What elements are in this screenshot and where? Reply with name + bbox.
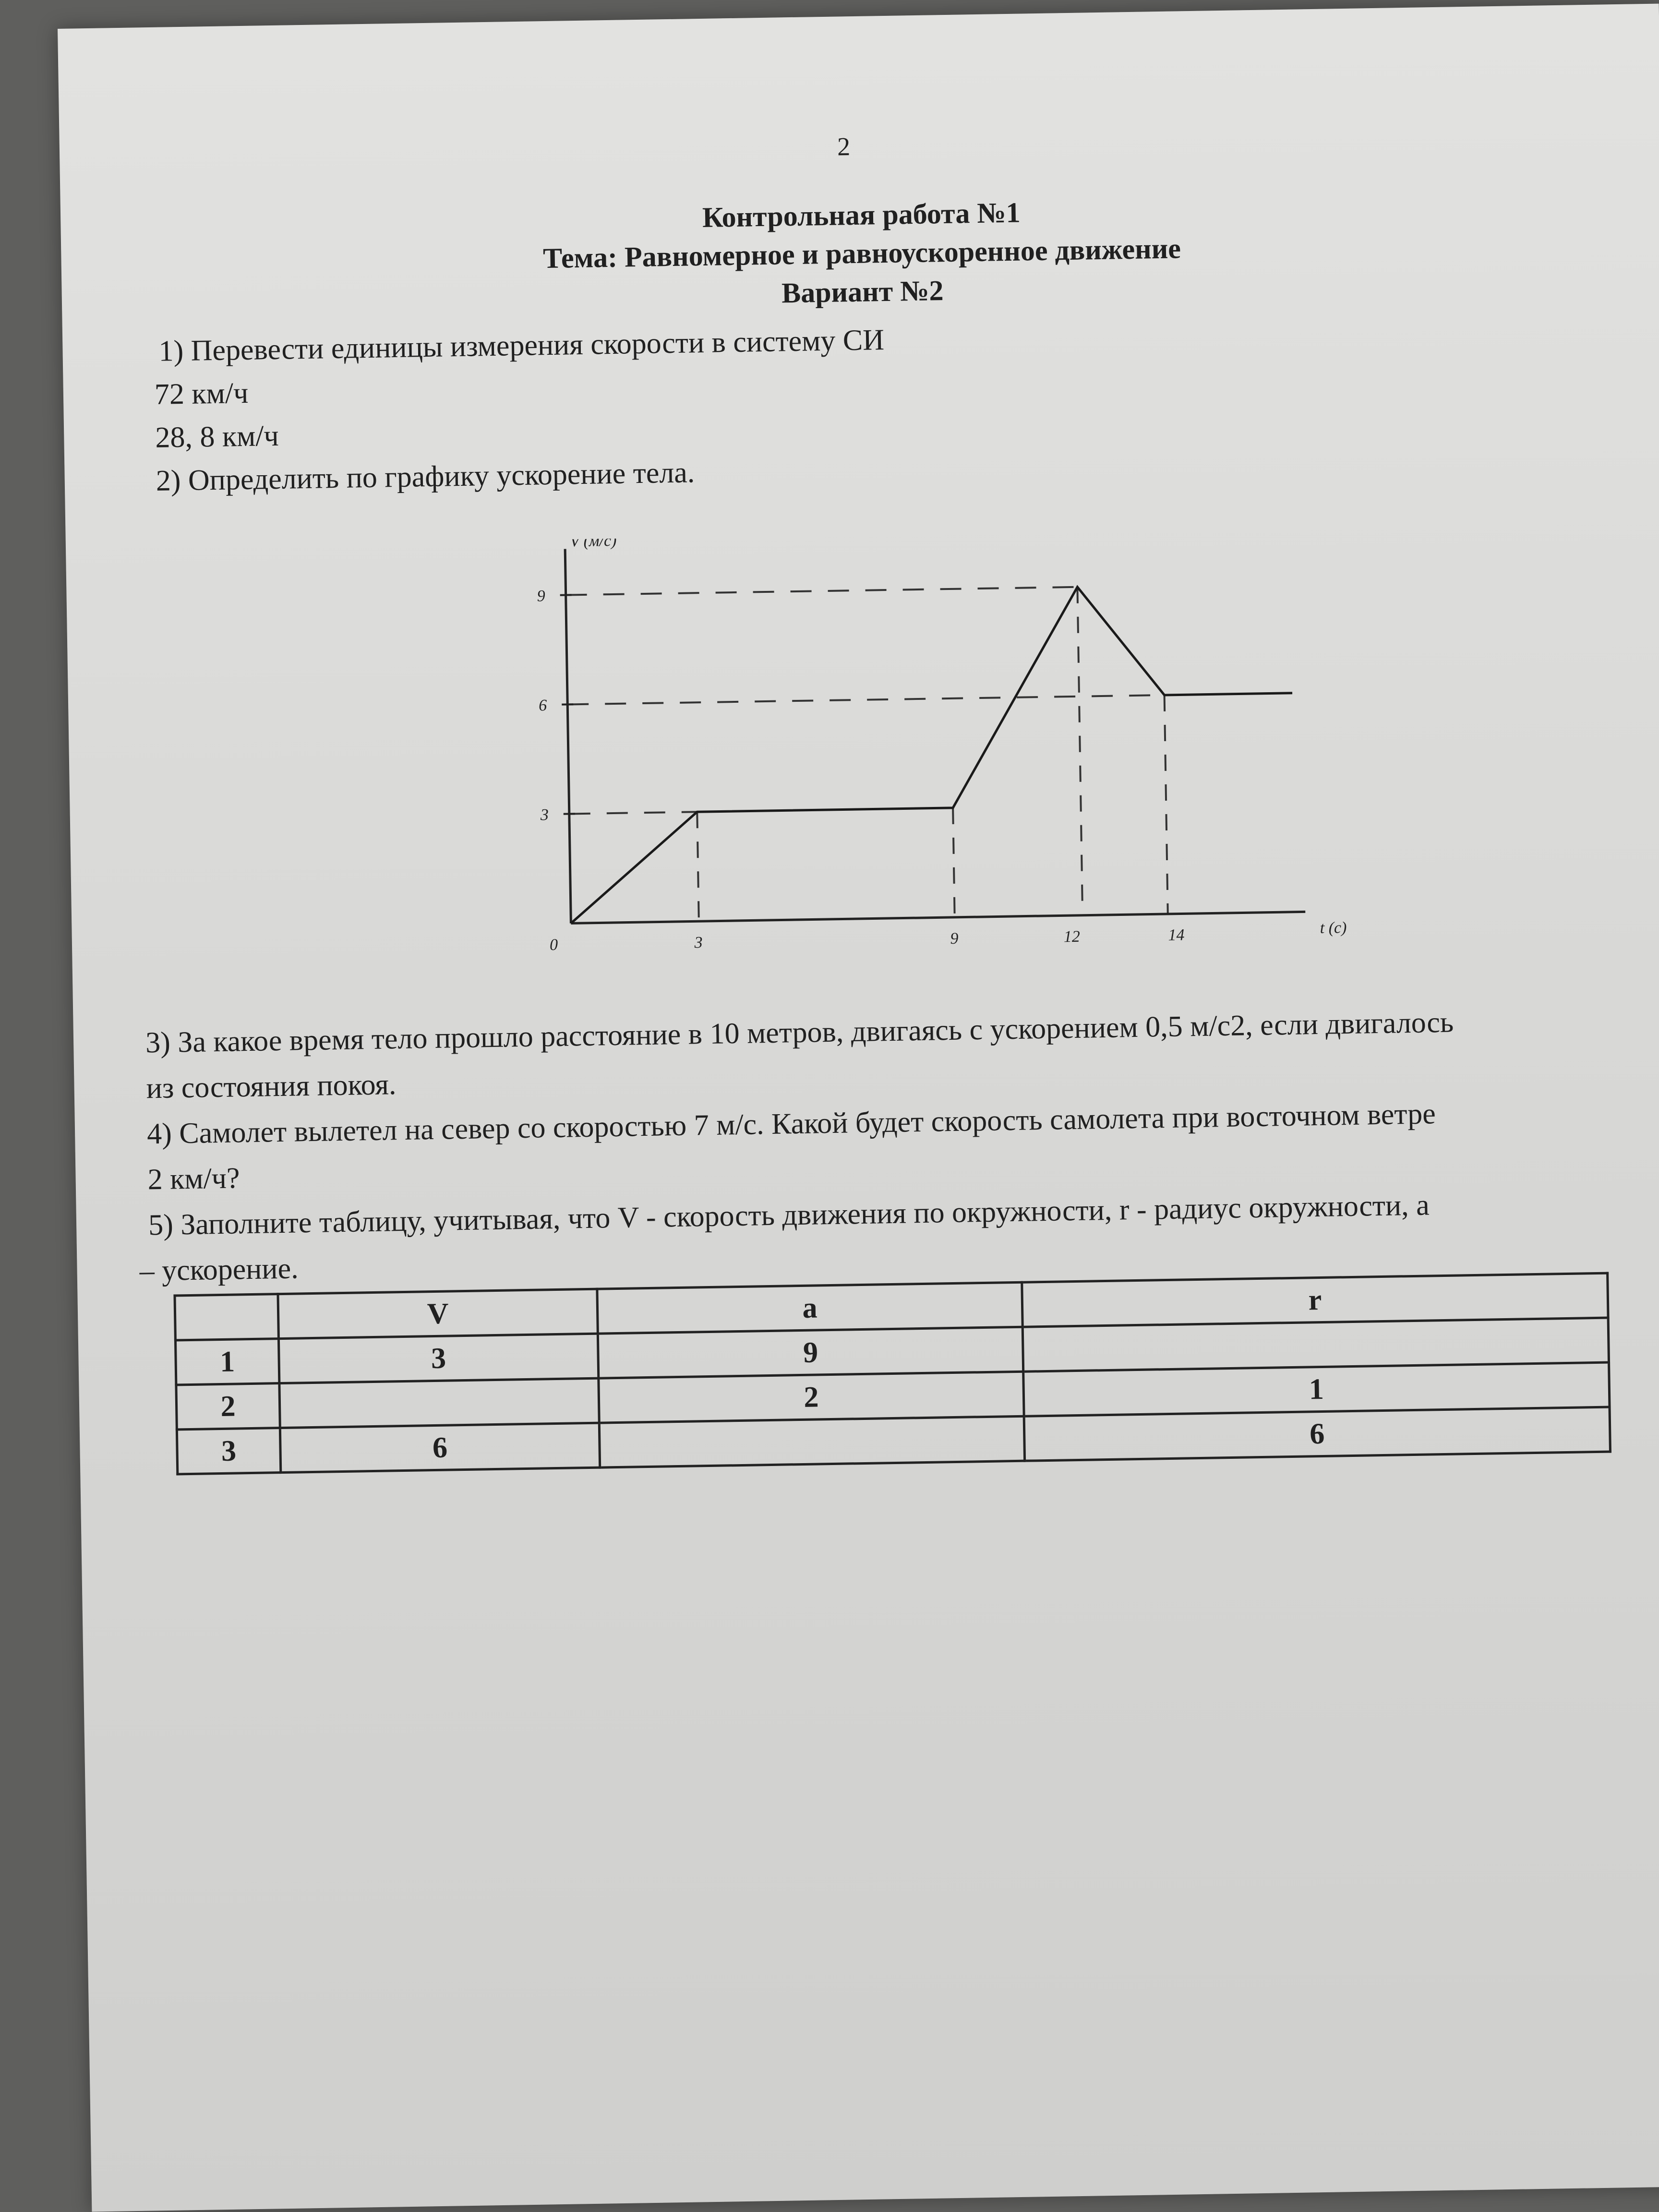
table-header-cell: V bbox=[278, 1289, 598, 1338]
chart-ticks bbox=[536, 577, 1184, 954]
task-3-text: 3) За какое время тело прошло расстояние в 10 метров, двигаясь с ускорением 0,5 м/с2, если двигалось bbox=[145, 1006, 1454, 1059]
table-cell bbox=[279, 1378, 599, 1428]
y-axis-label: V (м/с) bbox=[569, 531, 617, 551]
x-axis-label: t (с) bbox=[1320, 919, 1347, 937]
chart-axes bbox=[543, 527, 1347, 954]
table-cell: 2 bbox=[176, 1383, 280, 1430]
table-cell: 2 bbox=[599, 1371, 1024, 1423]
vertical-guide-line bbox=[953, 808, 955, 917]
table-cell: 9 bbox=[598, 1327, 1023, 1378]
x-tick-label: 14 bbox=[1168, 926, 1185, 944]
vertical-guide-line bbox=[1165, 695, 1168, 914]
x-axis-line bbox=[571, 912, 1305, 923]
table-cell: 1 bbox=[1023, 1362, 1610, 1416]
vertical-guide-line bbox=[1077, 587, 1082, 915]
topic-heading: Тема: Равномерное и равноускоренное движение bbox=[542, 232, 1181, 275]
table-cell: 6 bbox=[1024, 1407, 1610, 1461]
variant-heading: Вариант №2 bbox=[781, 275, 944, 309]
x-tick-label: 9 bbox=[950, 929, 959, 948]
table-header-cell bbox=[175, 1294, 278, 1340]
table-cell: 1 bbox=[175, 1339, 279, 1385]
y-axis-line bbox=[565, 549, 571, 924]
horizontal-guide-line bbox=[567, 695, 1164, 705]
answer-table bbox=[173, 1272, 1611, 1476]
origin-label: 0 bbox=[549, 936, 558, 954]
task-1-text: 1) Перевести единицы измерения скорости в систему СИ bbox=[158, 324, 885, 368]
table-header-cell: r bbox=[1022, 1273, 1608, 1327]
paper-sheet bbox=[58, 4, 1659, 2212]
task-2-text: 2) Определить по графику ускорение тела. bbox=[156, 456, 695, 497]
y-tick-label: 9 bbox=[537, 587, 545, 605]
velocity-series-line bbox=[566, 584, 1296, 924]
vertical-guide-line bbox=[697, 812, 699, 921]
answer-table-wrapper bbox=[173, 1272, 1611, 1476]
table-cell: 3 bbox=[278, 1334, 598, 1383]
task-3-text-cont: из состояния покоя. bbox=[146, 1068, 397, 1105]
x-tick-label: 12 bbox=[1063, 927, 1081, 946]
chart-guides bbox=[566, 586, 1168, 923]
chart-series bbox=[566, 584, 1296, 924]
table-cell: 6 bbox=[280, 1423, 600, 1472]
task-5-text-cont: – ускорение. bbox=[139, 1252, 299, 1287]
task-1-value-1: 72 км/ч bbox=[154, 376, 249, 411]
table-header-cell: a bbox=[597, 1282, 1022, 1334]
task-4-text-cont: 2 км/ч? bbox=[147, 1162, 240, 1196]
horizontal-guide-line bbox=[566, 587, 1078, 595]
page-number: 2 bbox=[837, 132, 851, 161]
y-tick-label: 3 bbox=[540, 806, 549, 824]
table-cell bbox=[599, 1416, 1024, 1467]
task-1-value-2: 28, 8 км/ч bbox=[155, 419, 279, 454]
velocity-time-chart bbox=[498, 527, 1393, 1001]
table-cell: 3 bbox=[177, 1428, 280, 1474]
task-5-text: 5) Заполните таблицу, учитывая, что V - скорость движения по окружности, r - радиус окружности, a bbox=[148, 1189, 1430, 1242]
task-4-text: 4) Самолет вылетел на север со скоростью 7 м/с. Какой будет скорость самолета при восточном ветре bbox=[146, 1097, 1436, 1151]
page-title: Контрольная работа №1 bbox=[702, 196, 1021, 233]
x-tick-label: 3 bbox=[694, 934, 703, 952]
y-tick-label: 6 bbox=[538, 697, 547, 715]
horizontal-guide-line bbox=[569, 812, 697, 814]
